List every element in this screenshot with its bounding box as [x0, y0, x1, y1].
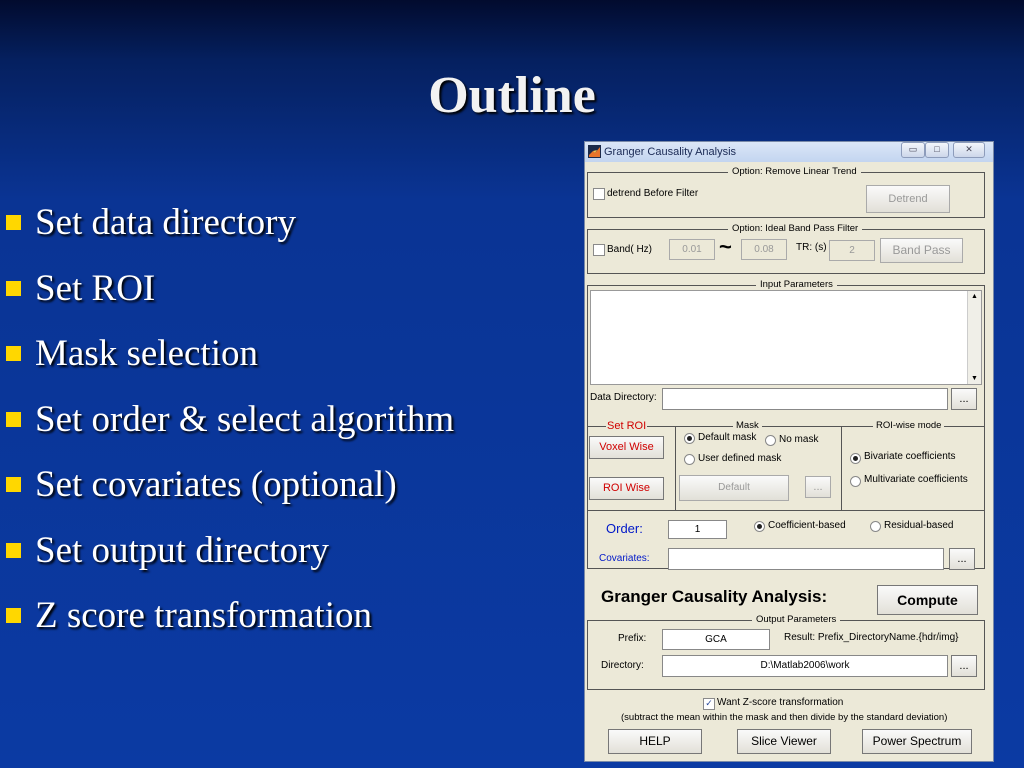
band-checkbox[interactable] [593, 244, 605, 256]
zscore-label: Want Z-score transformation [717, 697, 844, 708]
no-mask-label: No mask [779, 434, 819, 445]
detrend-button[interactable]: Detrend [866, 185, 950, 213]
bullet-item [6, 452, 454, 518]
compute-heading: Granger Causality Analysis: [601, 587, 828, 606]
power-spectrum-button[interactable]: Power Spectrum [862, 729, 972, 754]
bandpass-button[interactable]: Band Pass [880, 238, 963, 263]
bullet-list [6, 190, 454, 649]
bullet-text: Set output directory [35, 529, 329, 571]
multivariate-radio[interactable] [850, 476, 861, 487]
slide-title: Outline [428, 67, 596, 124]
input-parameters-title: Input Parameters [756, 279, 837, 290]
bullet-text: Mask selection [35, 333, 258, 375]
zscore-note: (subtract the mean within the mask and then divide by the standard deviation) [621, 712, 948, 723]
covariates-browse-button[interactable]: ... [949, 548, 975, 570]
gca-window [584, 141, 994, 762]
roi-wise-button[interactable]: ROI Wise [589, 477, 664, 500]
voxel-wise-button[interactable]: Voxel Wise [589, 436, 664, 459]
bullet-item [6, 190, 454, 256]
order-label: Order: [606, 521, 643, 536]
list-scrollbar[interactable] [967, 291, 981, 384]
divider [675, 426, 676, 510]
user-mask-label: User defined mask [698, 453, 782, 464]
bullet-text: Set covariates (optional) [35, 464, 397, 506]
tilde-label: ~ [719, 234, 732, 259]
data-directory-browse-button[interactable]: ... [951, 388, 977, 410]
prefix-input[interactable]: GCA [662, 629, 770, 650]
help-button[interactable]: HELP [608, 729, 702, 754]
prefix-label: Prefix: [618, 633, 647, 644]
user-mask-radio[interactable] [684, 454, 695, 465]
bullet-text: Z score transformation [35, 595, 372, 637]
compute-button[interactable]: Compute [877, 585, 978, 615]
detrend-checkbox[interactable] [593, 188, 605, 200]
title-bar[interactable] [585, 142, 993, 162]
scroll-up-icon[interactable]: ▲ [971, 293, 978, 300]
no-mask-radio[interactable] [765, 435, 776, 446]
band-label: Band( Hz) [607, 244, 653, 255]
window-title: Granger Causality Analysis [604, 146, 737, 158]
slice-viewer-button[interactable]: Slice Viewer [737, 729, 831, 754]
output-parameters-panel [587, 614, 985, 690]
multivariate-label: Multivariate coefficients [864, 474, 968, 485]
bullet-square-icon [6, 543, 21, 558]
tr-input[interactable]: 2 [829, 240, 875, 261]
bullet-square-icon [6, 412, 21, 427]
bandpass-panel [587, 223, 985, 274]
output-parameters-title: Output Parameters [752, 614, 840, 625]
output-directory-label: Directory: [601, 660, 644, 671]
coefficient-radio[interactable] [754, 521, 765, 532]
order-input[interactable]: 1 [668, 520, 727, 539]
result-text: Result: Prefix_DirectoryName.{hdr/img} [784, 632, 959, 643]
detrend-label: detrend Before Filter [607, 188, 699, 199]
roi-mode-title: ROI-wise mode [873, 420, 944, 431]
matlab-icon [588, 145, 601, 158]
bullet-text: Set order & select algorithm [35, 398, 455, 440]
bullet-square-icon [6, 215, 21, 230]
minimize-icon[interactable]: ▭ [901, 142, 925, 158]
bullet-square-icon [6, 281, 21, 296]
band-low-input[interactable]: 0.01 [669, 239, 715, 260]
divider [588, 510, 984, 511]
bandpass-panel-title: Option: Ideal Band Pass Filter [728, 223, 862, 234]
detrend-panel-title: Option: Remove Linear Trend [728, 166, 861, 177]
bivariate-label: Bivariate coefficients [864, 451, 956, 462]
data-directory-input[interactable] [662, 388, 948, 410]
maximize-icon[interactable]: □ [925, 142, 949, 158]
bullet-square-icon [6, 477, 21, 492]
set-roi-label: Set ROI [607, 420, 647, 432]
bivariate-radio[interactable] [850, 453, 861, 464]
input-list-box[interactable] [590, 290, 982, 385]
default-mask-radio[interactable] [684, 433, 695, 444]
bullet-item [6, 256, 454, 322]
scroll-down-icon[interactable]: ▼ [971, 375, 978, 382]
bullet-text: Set ROI [35, 267, 156, 309]
covariates-input[interactable] [668, 548, 944, 570]
input-parameters-panel [587, 279, 985, 569]
output-directory-input[interactable]: D:\Matlab2006\work [662, 655, 948, 677]
mask-browse-button[interactable]: ... [805, 476, 831, 498]
tr-label: TR: (s) [796, 242, 827, 253]
residual-label: Residual-based [884, 520, 954, 531]
covariates-label: Covariates: [599, 553, 650, 564]
mask-title: Mask [733, 420, 762, 431]
bullet-item [6, 387, 454, 453]
bullet-item [6, 321, 454, 387]
default-mask-label: Default mask [698, 432, 757, 443]
bullet-square-icon [6, 346, 21, 361]
band-high-input[interactable]: 0.08 [741, 239, 787, 260]
divider [841, 426, 842, 510]
bullet-item [6, 583, 454, 649]
bullet-square-icon [6, 608, 21, 623]
residual-radio[interactable] [870, 521, 881, 532]
close-icon[interactable]: ✕ [953, 142, 985, 158]
output-directory-browse-button[interactable]: ... [951, 655, 977, 677]
bullet-item [6, 518, 454, 584]
coefficient-label: Coefficient-based [768, 520, 846, 531]
data-directory-label: Data Directory: [590, 392, 657, 403]
detrend-panel [587, 166, 985, 218]
bullet-text: Set data directory [35, 202, 296, 244]
zscore-checkbox[interactable]: ✓ [703, 698, 715, 710]
default-mask-button[interactable]: Default [679, 475, 789, 501]
